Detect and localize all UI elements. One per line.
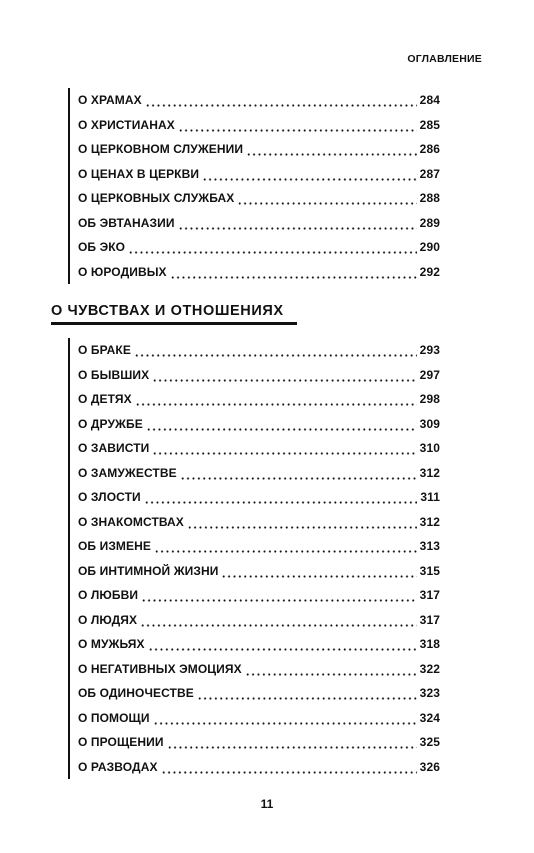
- entry-title: О ЦЕНАХ В ЦЕРКВИ: [78, 166, 200, 181]
- toc-entry[interactable]: [70, 211, 440, 236]
- entry-title: О ХРАМАХ: [78, 93, 142, 108]
- dot-leader: [146, 419, 417, 431]
- toc-entry[interactable]: [70, 387, 440, 412]
- entry-title: О БРАКЕ: [78, 343, 131, 358]
- entry-page: 318: [419, 637, 440, 652]
- toc-entry[interactable]: [70, 534, 440, 559]
- entry-title: О ПОМОЩИ: [78, 710, 150, 725]
- entry-page: 311: [420, 490, 440, 505]
- toc-entry[interactable]: [70, 583, 440, 608]
- entry-page: 324: [419, 710, 440, 725]
- dot-leader: [145, 95, 417, 107]
- dot-leader: [246, 144, 417, 156]
- entry-page: 290: [419, 240, 440, 255]
- entry-title: ОБ ЭКО: [78, 240, 126, 255]
- entry-title: О ЦЕРКОВНОМ СЛУЖЕНИИ: [78, 142, 244, 157]
- dot-leader: [154, 541, 417, 553]
- entry-title: О ЮРОДИВЫХ: [78, 264, 167, 279]
- toc-entry[interactable]: [70, 260, 440, 285]
- entry-page: 313: [419, 539, 440, 554]
- dot-leader: [221, 566, 416, 578]
- entry-title: О ЗЛОСТИ: [78, 490, 141, 505]
- dot-leader: [152, 370, 416, 382]
- entry-page: 293: [419, 343, 440, 358]
- running-header: ОГЛАВЛЕНИЕ: [407, 53, 482, 65]
- entry-page: 284: [419, 93, 440, 108]
- entry-page: 292: [419, 264, 440, 279]
- toc-entry[interactable]: [70, 730, 440, 755]
- toc-entry[interactable]: [70, 363, 440, 388]
- toc-entry[interactable]: [70, 510, 440, 535]
- toc-entry[interactable]: [70, 755, 440, 780]
- dot-leader: [197, 688, 417, 700]
- toc-entry[interactable]: [70, 436, 440, 461]
- toc-entry[interactable]: [70, 113, 440, 138]
- toc-entry[interactable]: [70, 559, 440, 584]
- dot-leader: [180, 468, 417, 480]
- entry-title: О ДРУЖБЕ: [78, 416, 143, 431]
- dot-leader: [153, 713, 417, 725]
- entry-page: 317: [419, 588, 440, 603]
- entry-page: 323: [419, 686, 440, 701]
- entry-title: О ХРИСТИАНАХ: [78, 117, 175, 132]
- entry-title: ОБ ИНТИМНОЙ ЖИЗНИ: [78, 563, 219, 578]
- entry-title: О ЦЕРКОВНЫХ СЛУЖБАХ: [78, 191, 235, 206]
- dot-leader: [161, 762, 417, 774]
- section-heading: О ЧУВСТВАХ И ОТНОШЕНИЯХ: [51, 303, 284, 319]
- entry-title: О ЗНАКОМСТВАХ: [78, 514, 184, 529]
- toc-entry[interactable]: [70, 137, 440, 162]
- toc-entry[interactable]: [70, 657, 440, 682]
- toc-block-religion: [68, 88, 440, 284]
- dot-leader: [141, 590, 417, 602]
- entry-page: 325: [419, 735, 440, 750]
- dot-leader: [144, 492, 418, 504]
- entry-title: О ЗАМУЖЕСТВЕ: [78, 465, 177, 480]
- toc-entry[interactable]: [70, 338, 440, 363]
- dot-leader: [128, 242, 417, 254]
- entry-page: 312: [419, 514, 440, 529]
- entry-title: О НЕГАТИВНЫХ ЭМОЦИЯХ: [78, 661, 242, 676]
- page-number: 11: [260, 797, 274, 811]
- dot-leader: [170, 267, 417, 279]
- entry-page: 288: [419, 191, 440, 206]
- entry-title: ОБ ЭВТАНАЗИИ: [78, 215, 175, 230]
- dot-leader: [148, 639, 417, 651]
- dot-leader: [245, 664, 417, 676]
- entry-page: 315: [419, 563, 440, 578]
- entry-title: О МУЖЬЯХ: [78, 637, 145, 652]
- entry-page: 310: [419, 441, 440, 456]
- toc-entry[interactable]: [70, 88, 440, 113]
- entry-title: О ЛЮДЯХ: [78, 612, 138, 627]
- entry-title: О ПРОЩЕНИИ: [78, 735, 164, 750]
- toc-entry[interactable]: [70, 706, 440, 731]
- dot-leader: [135, 394, 417, 406]
- entry-title: О РАЗВОДАХ: [78, 759, 158, 774]
- dot-leader: [178, 218, 417, 230]
- entry-page: 286: [419, 142, 440, 157]
- entry-page: 287: [419, 166, 440, 181]
- dot-leader: [152, 443, 416, 455]
- section-underline: [51, 322, 297, 325]
- dot-leader: [140, 615, 417, 627]
- toc-entry[interactable]: [70, 632, 440, 657]
- entry-title: ОБ ИЗМЕНЕ: [78, 539, 152, 554]
- dot-leader: [237, 193, 416, 205]
- dot-leader: [178, 120, 417, 132]
- toc-entry[interactable]: [70, 412, 440, 437]
- dot-leader: [167, 737, 417, 749]
- entry-page: 297: [419, 367, 440, 382]
- entry-title: О ДЕТЯХ: [78, 392, 132, 407]
- toc-block-feelings: [68, 338, 440, 779]
- toc-entry[interactable]: [70, 681, 440, 706]
- entry-title: О ЗАВИСТИ: [78, 441, 150, 456]
- entry-page: 289: [419, 215, 440, 230]
- entry-title: О ЛЮБВИ: [78, 588, 139, 603]
- toc-entry[interactable]: [70, 186, 440, 211]
- entry-title: О БЫВШИХ: [78, 367, 150, 382]
- toc-entry[interactable]: [70, 162, 440, 187]
- entry-page: 298: [419, 392, 440, 407]
- toc-entry[interactable]: [70, 461, 440, 486]
- toc-entry[interactable]: [70, 608, 440, 633]
- dot-leader: [187, 517, 417, 529]
- dot-leader: [134, 345, 417, 357]
- entry-page: 322: [419, 661, 440, 676]
- dot-leader: [202, 169, 417, 181]
- entry-page: 326: [419, 759, 440, 774]
- entry-page: 317: [419, 612, 440, 627]
- entry-page: 285: [419, 117, 440, 132]
- toc-entry[interactable]: [70, 485, 440, 510]
- entry-title: ОБ ОДИНОЧЕСТВЕ: [78, 686, 194, 701]
- toc-entry[interactable]: [70, 235, 440, 260]
- entry-page: 309: [419, 416, 440, 431]
- entry-page: 312: [419, 465, 440, 480]
